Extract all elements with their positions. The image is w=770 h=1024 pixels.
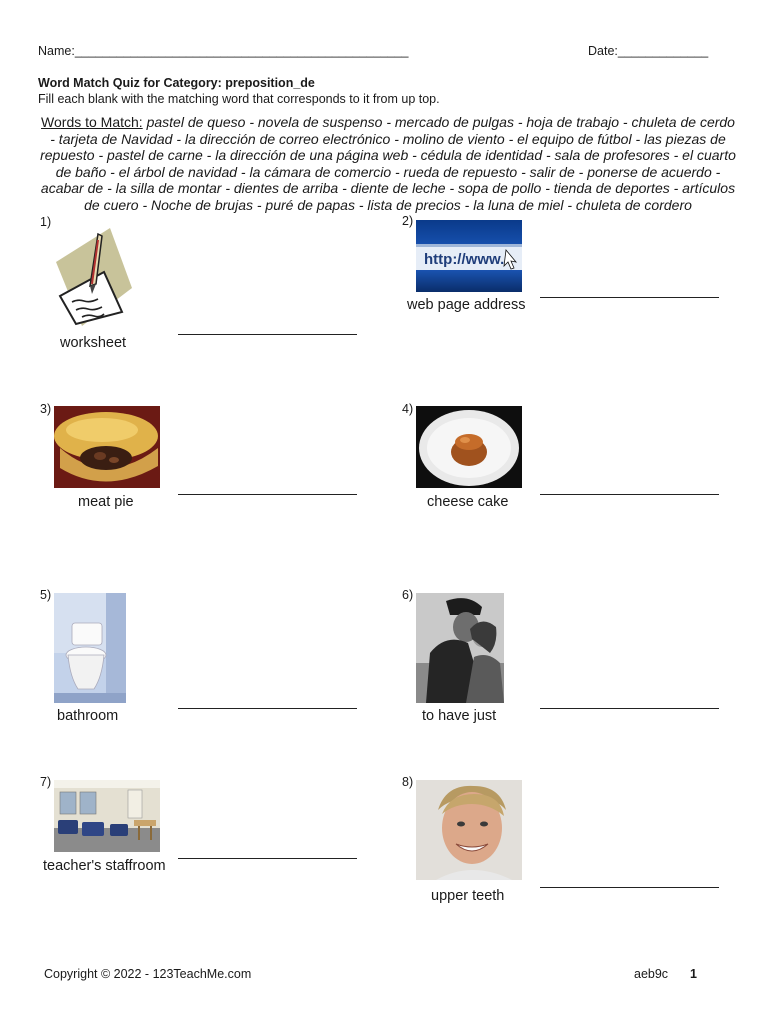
words-to-match	[38, 114, 738, 214]
answer-blank-2[interactable]	[540, 297, 719, 298]
answer-blank-3[interactable]	[178, 494, 357, 495]
item-label: web page address	[407, 297, 526, 313]
meat-pie-photo-image	[54, 406, 160, 488]
item-number: 7)	[40, 775, 52, 789]
answer-blank-4[interactable]	[540, 494, 719, 495]
item-number: 1)	[40, 215, 52, 229]
page-number: 1	[690, 967, 697, 981]
answer-blank-1[interactable]	[178, 334, 357, 335]
item-number: 4)	[402, 402, 414, 416]
toilet-photo-image	[54, 593, 126, 703]
answer-blank-7[interactable]	[178, 858, 357, 859]
item-label: to have just	[422, 708, 497, 724]
quiz-title: Word Match Quiz for Category: preposition_de	[38, 76, 315, 90]
quiz-instructions: Fill each blank with the matching word that corresponds to it from up top.	[38, 92, 440, 106]
answer-blank-5[interactable]	[178, 708, 357, 709]
couple-kissing-photo-image	[416, 593, 504, 703]
browser-url-bar-image	[416, 220, 522, 292]
words-to-match-list: pastel de queso - novela de suspenso - mercado de pulgas - hoja de trabajo - chuleta de cerdo - tarjeta de Navidad - la dirección de correo electrónico - molino de viento - el equipo de fútbol - las piezas de repuesto - pastel de carne - la dirección de una página web - cédula de identidad - sala de profesores - el cuarto de baño - el árbol de navidad - la cámara de comercio - rueda de repuesto - salir de - ponerse de acuerdo - acabar de - la silla de montar - dientes de arriba - diente de leche - sopa de pollo - tienda de deportes - artículos de cuero - Noche de brujas - puré de papas - lista de precios - la luna de miel - chuleta de cordero	[40, 114, 736, 213]
staffroom-photo-image	[54, 780, 160, 852]
date-field-label: Date:_____________	[588, 44, 709, 58]
item-label: teacher's staffroom	[43, 858, 166, 874]
worksheet-clipart-image	[52, 222, 134, 330]
item-label: meat pie	[78, 494, 134, 510]
item-number: 6)	[402, 588, 414, 602]
item-label: worksheet	[60, 335, 127, 351]
copyright-text: Copyright © 2022 - 123TeachMe.com	[44, 967, 252, 981]
svg-text:http://www.: http://www.	[424, 251, 505, 268]
name-field-label: Name:________________________________________________	[38, 44, 409, 58]
answer-blank-6[interactable]	[540, 708, 719, 709]
item-number: 5)	[40, 588, 52, 602]
document-code: aeb9c	[634, 967, 669, 981]
item-label: bathroom	[57, 708, 119, 724]
item-label: cheese cake	[427, 494, 509, 510]
smiling-man-photo-image	[416, 780, 522, 880]
answer-blank-8[interactable]	[540, 887, 719, 888]
item-number: 3)	[40, 402, 52, 416]
item-number: 8)	[402, 775, 414, 789]
item-number: 2)	[402, 214, 414, 228]
cheese-cake-photo-image	[416, 406, 522, 488]
item-label: upper teeth	[431, 888, 505, 904]
words-to-match-label: Words to Match:	[41, 114, 143, 130]
